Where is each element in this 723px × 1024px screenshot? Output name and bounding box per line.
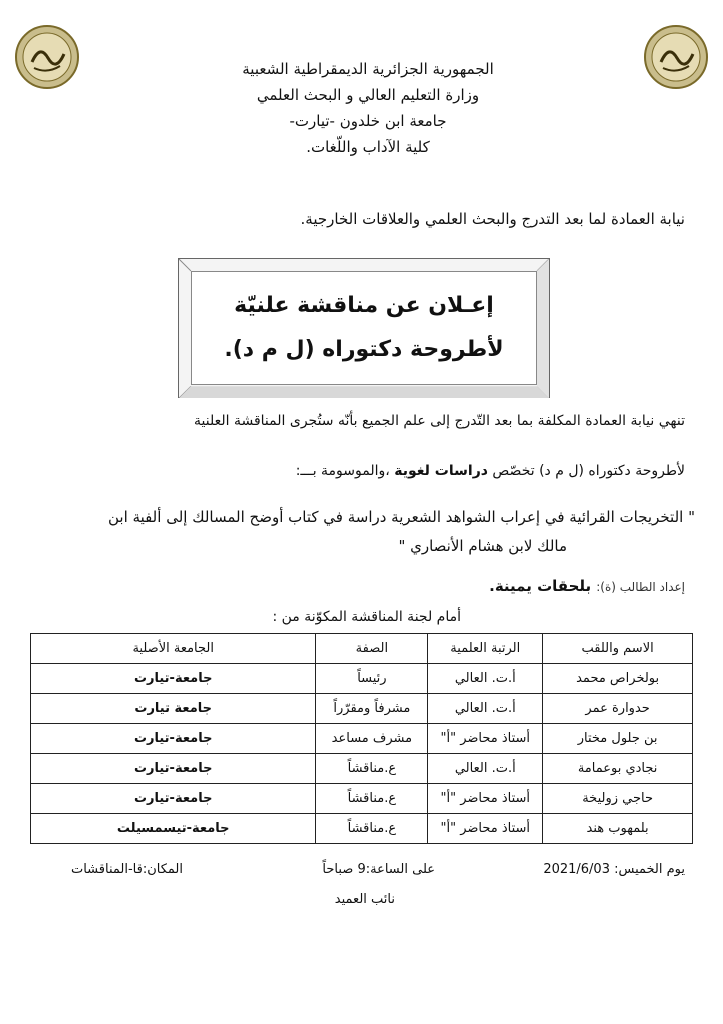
header-name: الاسم واللقب bbox=[543, 634, 693, 664]
member-name: بن جلول مختار bbox=[543, 724, 693, 754]
university-logo-right bbox=[643, 24, 709, 90]
university-name: جامعة ابن خلدون -تيارت- bbox=[289, 112, 447, 130]
announcement-line-2: لأطروحة دكتوراه (ل م د). bbox=[224, 337, 504, 362]
thesis-prefix: لأطروحة دكتوراه (ل م د) تخصّص bbox=[492, 463, 685, 479]
defense-date: يوم الخميس: 2021/6/03 bbox=[543, 862, 685, 877]
faculty-name: كلية الآداب واللّغات. bbox=[306, 138, 430, 156]
member-rank: أ.ت. العالي bbox=[428, 664, 543, 694]
table-row bbox=[31, 694, 693, 724]
announcement-line-1: إعـلان عن مناقشة علنيّة bbox=[234, 293, 494, 318]
jury-table bbox=[30, 633, 693, 844]
member-university: جامعة-تيارت bbox=[31, 724, 316, 754]
member-rank: أستاذ محاضر "أ" bbox=[428, 724, 543, 754]
member-name: حدوارة عمر bbox=[543, 694, 693, 724]
table-row bbox=[31, 784, 693, 814]
member-role: ع.مناقشاً bbox=[316, 784, 428, 814]
member-name: بلمهوب هند bbox=[543, 814, 693, 844]
specialty-name: دراسات لغوية bbox=[394, 463, 488, 479]
member-university: جامعة-تيارت bbox=[31, 784, 316, 814]
defense-place: المكان:قا-المناقشات bbox=[70, 862, 183, 877]
vice-dean-signature: نائب العميد bbox=[334, 892, 395, 907]
university-logo-left bbox=[14, 24, 80, 90]
thesis-title-line-1: " التخريجات القرائية في إعراب الشواهد الشعرية دراسة في كتاب أوضح المسالك إلى ألفية ابن bbox=[108, 508, 695, 526]
announcement-frame bbox=[178, 258, 550, 398]
defense-time: على الساعة:9 صباحاً bbox=[322, 862, 435, 877]
thesis-title-line-2: مالك لابن هشام الأنصاري " bbox=[398, 537, 567, 555]
member-name: حاجي زوليخة bbox=[543, 784, 693, 814]
member-university: جامعة-تيارت bbox=[31, 664, 316, 694]
member-name: بولخراص محمد bbox=[543, 664, 693, 694]
committee-intro: أمام لجنة المناقشة المكوّنة من : bbox=[272, 609, 461, 625]
prepared-by-label: إعداد الطالب (ة): bbox=[596, 580, 685, 594]
header-rank: الرتبة العلمية bbox=[428, 634, 543, 664]
member-university: جامعة تيارت bbox=[31, 694, 316, 724]
ministry-name: وزارة التعليم العالي و البحث العلمي bbox=[256, 86, 480, 104]
member-rank: أستاذ محاضر "أ" bbox=[428, 814, 543, 844]
member-role: مشرفاً ومقرّراً bbox=[316, 694, 428, 724]
vice-deanship: نيابة العمادة لما بعد التدرج والبحث العلمي والعلاقات الخارجية. bbox=[300, 210, 685, 228]
table-row bbox=[31, 814, 693, 844]
member-role: ع.مناقشاً bbox=[316, 814, 428, 844]
header-role: الصفة bbox=[316, 634, 428, 664]
member-rank: أستاذ محاضر "أ" bbox=[428, 784, 543, 814]
institution-header bbox=[218, 56, 518, 160]
member-university: جامعة-تيسمسيلت bbox=[31, 814, 316, 844]
member-role: رئيساً bbox=[316, 664, 428, 694]
member-rank: أ.ت. العالي bbox=[428, 694, 543, 724]
table-row bbox=[31, 754, 693, 784]
member-name: نجادي بوعمامة bbox=[543, 754, 693, 784]
table-row bbox=[31, 724, 693, 754]
header-university: الجامعة الأصلية bbox=[31, 634, 316, 664]
member-role: ع.مناقشاً bbox=[316, 754, 428, 784]
member-university: جامعة-تيارت bbox=[31, 754, 316, 784]
table-row bbox=[31, 664, 693, 694]
student-line bbox=[489, 576, 685, 595]
thesis-specialty-line bbox=[296, 463, 685, 479]
announcement-paragraph: تنهي نيابة العمادة المكلفة بما بعد التّدرج إلى علم الجميع بأنّه ستُجرى المناقشة العلنية bbox=[194, 413, 685, 429]
republic-name: الجمهورية الجزائرية الديمقراطية الشعبية bbox=[242, 60, 494, 78]
table-header-row bbox=[31, 634, 693, 664]
member-rank: أ.ت. العالي bbox=[428, 754, 543, 784]
thesis-suffix: ،والموسومة بـــ: bbox=[295, 463, 390, 479]
member-role: مشرف مساعد bbox=[316, 724, 428, 754]
student-name: بلحقات يمينة. bbox=[489, 577, 592, 595]
